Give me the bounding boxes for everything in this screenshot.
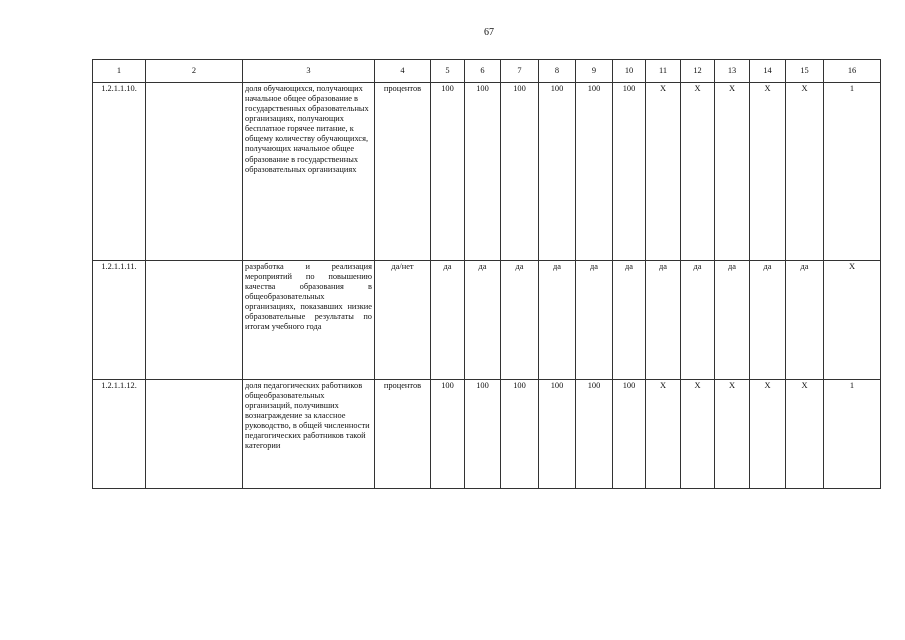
row-value-12: да [681, 261, 715, 380]
row-value-6: 100 [465, 83, 501, 261]
row-description: разработка и реализация мероприятий по повышению качества образования в общеобразовательных организациях, показавших низкие образовательные результаты по итогам учебного года [243, 261, 375, 380]
row-col2 [146, 380, 243, 489]
row-value-14: X [750, 83, 786, 261]
page-number: 67 [484, 27, 494, 38]
indicators-table [92, 59, 881, 489]
row-value-16: 1 [824, 83, 881, 261]
column-header-14: 14 [750, 60, 786, 83]
row-value-9: да [576, 261, 613, 380]
row-value-7: 100 [501, 380, 539, 489]
row-col2 [146, 261, 243, 380]
column-header-15: 15 [786, 60, 824, 83]
row-value-16: 1 [824, 380, 881, 489]
table-row [93, 380, 881, 489]
row-unit: процентов [375, 83, 431, 261]
row-value-11: да [646, 261, 681, 380]
row-value-12: X [681, 380, 715, 489]
row-value-8: да [539, 261, 576, 380]
row-value-10: 100 [613, 380, 646, 489]
row-code: 1.2.1.1.10. [93, 83, 146, 261]
row-value-5: 100 [431, 83, 465, 261]
column-header-10: 10 [613, 60, 646, 83]
header-row [93, 60, 881, 83]
row-value-11: X [646, 380, 681, 489]
row-unit: да/нет [375, 261, 431, 380]
column-header-9: 9 [576, 60, 613, 83]
row-value-6: да [465, 261, 501, 380]
column-header-1: 1 [93, 60, 146, 83]
column-header-3: 3 [243, 60, 375, 83]
row-value-13: да [715, 261, 750, 380]
column-header-13: 13 [715, 60, 750, 83]
row-value-14: X [750, 380, 786, 489]
row-description: доля педагогических работников общеобразовательных организаций, получивших вознаграждение за классное руководство, в общей численности педагогических работников такой категории [243, 380, 375, 489]
column-header-5: 5 [431, 60, 465, 83]
row-value-6: 100 [465, 380, 501, 489]
column-header-2: 2 [146, 60, 243, 83]
row-code: 1.2.1.1.12. [93, 380, 146, 489]
row-value-15: X [786, 380, 824, 489]
row-value-11: X [646, 83, 681, 261]
row-value-13: X [715, 83, 750, 261]
column-header-11: 11 [646, 60, 681, 83]
table-row [93, 83, 881, 261]
row-code: 1.2.1.1.11. [93, 261, 146, 380]
row-col2 [146, 83, 243, 261]
column-header-8: 8 [539, 60, 576, 83]
column-header-4: 4 [375, 60, 431, 83]
row-value-10: 100 [613, 83, 646, 261]
row-value-5: 100 [431, 380, 465, 489]
row-value-9: 100 [576, 83, 613, 261]
table-row [93, 261, 881, 380]
row-value-7: да [501, 261, 539, 380]
row-value-15: X [786, 83, 824, 261]
row-value-10: да [613, 261, 646, 380]
row-value-13: X [715, 380, 750, 489]
row-value-9: 100 [576, 380, 613, 489]
row-description: доля обучающихся, получающих начальное общее образование в государственных образовательных организациях, получающих бесплатное горячее питание, к общему количеству обучающихся, получающих начальное общее образование в государственных образовательных организациях [243, 83, 375, 261]
column-header-6: 6 [465, 60, 501, 83]
row-value-8: 100 [539, 83, 576, 261]
row-value-5: да [431, 261, 465, 380]
column-header-12: 12 [681, 60, 715, 83]
column-header-16: 16 [824, 60, 881, 83]
row-value-14: да [750, 261, 786, 380]
row-value-12: X [681, 83, 715, 261]
column-header-7: 7 [501, 60, 539, 83]
row-value-16: X [824, 261, 881, 380]
row-value-15: да [786, 261, 824, 380]
row-unit: процентов [375, 380, 431, 489]
row-value-7: 100 [501, 83, 539, 261]
row-value-8: 100 [539, 380, 576, 489]
